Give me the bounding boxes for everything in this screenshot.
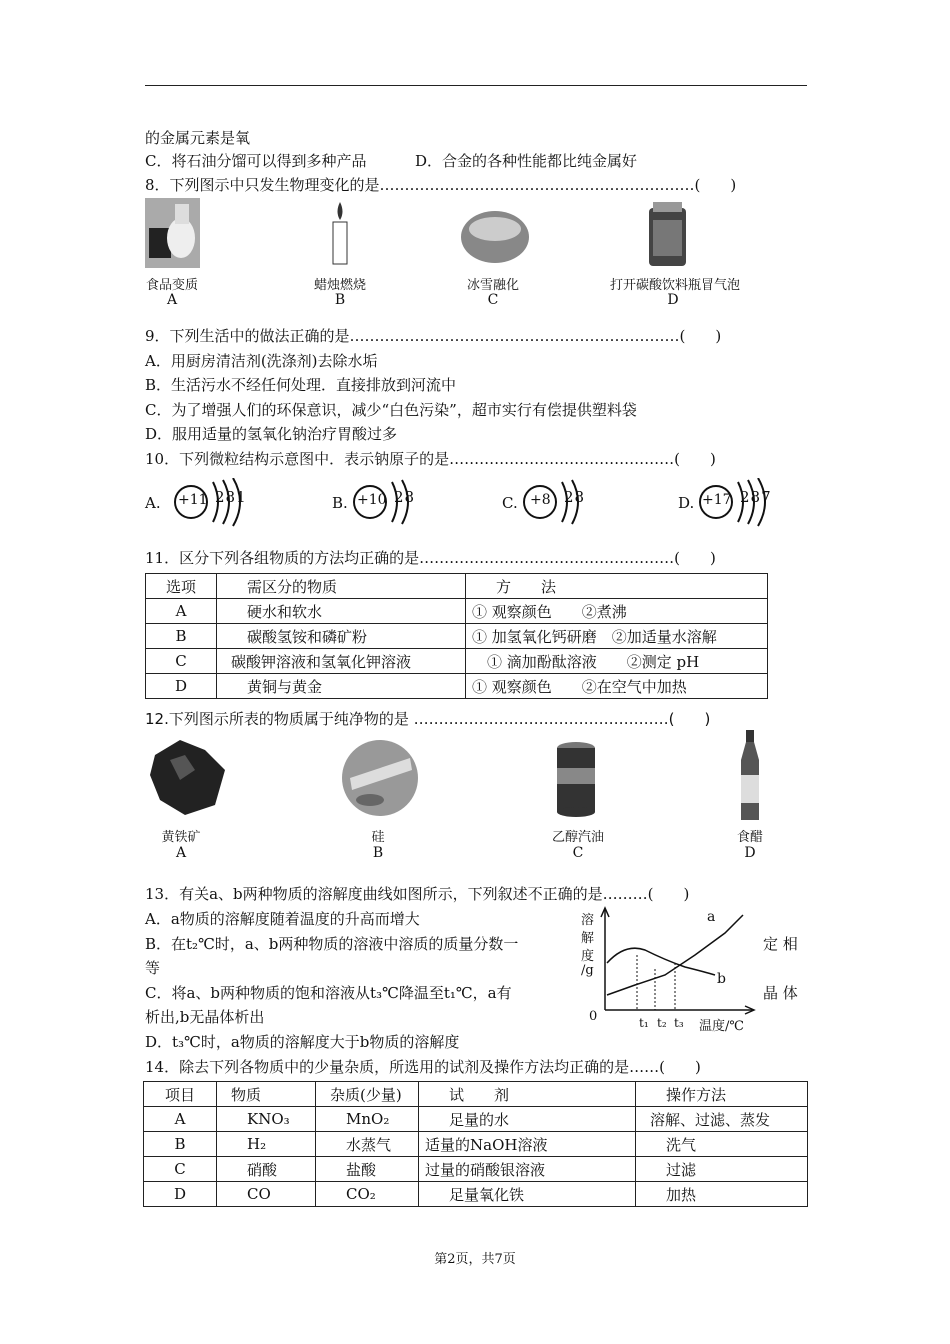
question-11: 11．区分下列各组物质的方法均正确的是……………………………………………( ) [145, 549, 716, 567]
table-row: A KNO₃ MnO₂ 足量的水 溶解、过滤、蒸发 [144, 1107, 808, 1132]
q8-caption-a: 食品变质 [145, 278, 198, 293]
q12-caption-b: 硅 [371, 830, 385, 845]
table-row: C 碳酸钾溶液和氢氧化钾溶液 ① 滴加酚酞溶液 ②测定 pH [146, 649, 768, 674]
q9-option-b: B．生活污水不经任何处理．直接排放到河流中 [145, 376, 457, 394]
q12-caption-d: 食醋 [736, 830, 763, 845]
tick-t1: t₁ [639, 1016, 649, 1030]
graph-xlabel: 温度/℃ [699, 1019, 744, 1034]
q8-caption-b: 蜡烛燃烧 [313, 278, 366, 293]
pyrite-image [145, 735, 230, 820]
atom-label-b: B. [332, 494, 348, 512]
ethanol-gasoline-image [555, 740, 597, 818]
atom-nucleus-d: +17 [702, 492, 732, 508]
q13-option-c-end: 析出,b无晶体析出 [145, 1008, 265, 1026]
q8-letter-b: B [334, 292, 346, 308]
question-12: 12.下列图示所表的物质属于纯净物的是 ……………………………………………( ) [145, 710, 711, 728]
graph-ylabel-1: 溶 [581, 913, 595, 928]
q14-table [143, 1081, 808, 1207]
melting-snow-image [460, 205, 530, 265]
solubility-graph [575, 905, 765, 1035]
q12-letter-b: B [372, 845, 384, 861]
food-spoilage-image [145, 198, 200, 268]
question-9: 9．下列生活中的做法正确的是…………………………………………………………( ) [145, 327, 722, 345]
q13-option-c-cont: 晶 体 [763, 984, 798, 1002]
q9-option-a: A．用厨房清洁剂(洗涤剂)去除水垢 [145, 352, 378, 370]
atom-shells-d: 287 [740, 488, 772, 506]
q8-letter-a: A [166, 292, 178, 308]
atom-nucleus-c: +8 [530, 492, 551, 508]
page-footer: 第2页，共7页 [434, 1252, 516, 1267]
atom-diagram-b [332, 478, 452, 528]
q8-caption-d: 打开碳酸饮料瓶冒气泡 [609, 278, 740, 293]
atom-diagram-a [145, 478, 265, 528]
tick-t3: t₃ [674, 1016, 684, 1030]
q12-letter-a: A [175, 845, 187, 861]
question-13: 13．有关a、b两种物质的溶解度曲线如图所示，下列叙述不正确的是………( ) [145, 885, 690, 903]
table-row: D 黄铜与黄金 ① 观察颜色 ②在空气中加热 [146, 674, 768, 699]
table-header-row: 选项 需区分的物质 方 法 [146, 574, 768, 599]
q13-option-a: A．a物质的溶解度随着温度的升高而增大 [145, 910, 420, 928]
header-rule [145, 85, 807, 86]
graph-ylabel-2: 解 [581, 931, 595, 946]
q9-option-c: C．为了增强人们的环保意识，减少“白色污染”，超市实行有偿提供塑料袋 [145, 401, 637, 419]
atom-diagram-d [678, 478, 798, 528]
atom-label-c: C. [502, 494, 518, 512]
text-line: 的金属元素是氧 [145, 129, 251, 147]
q13-option-b: B．在t₂℃时，a、b两种物质的溶液中溶质的质量分数一 [145, 935, 519, 953]
table-row: B H₂ 水蒸气 适量的NaOH溶液 洗气 [144, 1132, 808, 1157]
question-10: 10．下列微粒结构示意图中．表示钠原子的是………………………………………( ) [145, 450, 716, 468]
atom-label-a: A. [145, 494, 161, 512]
q13-option-d: D．t₃℃时，a物质的溶解度大于b物质的溶解度 [145, 1033, 460, 1051]
q12-letter-c: C [572, 845, 584, 861]
atom-nucleus-b: +10 [357, 492, 387, 508]
vinegar-bottle-image [735, 730, 765, 822]
q13-option-c: C．将a、b两种物质的饱和溶液从t₃℃降温至t₁℃，a有 [145, 984, 512, 1002]
silicon-image [340, 738, 420, 818]
q12-caption-a: 黄铁矿 [161, 830, 201, 845]
table-header-row: 项目 物质 杂质(少量) 试 剂 操作方法 [144, 1082, 808, 1107]
atom-shells-c: 28 [564, 488, 586, 506]
q9-option-d: D．服用适量的氢氧化钠治疗胃酸过多 [145, 425, 398, 443]
curve-a-label: a [707, 909, 716, 925]
q13-option-b-end: 等 [145, 959, 161, 977]
atom-label-d: D. [678, 494, 695, 512]
option-c: C．将石油分馏可以得到多种产品 [145, 152, 367, 170]
table-row: A 硬水和软水 ① 观察颜色 ②煮沸 [146, 599, 768, 624]
atom-shells-a: 281 [215, 488, 247, 506]
question-8: 8．下列图示中只发生物理变化的是………………………………………………………( ) [145, 176, 737, 194]
q12-letter-d: D [744, 845, 756, 861]
atom-diagram-c [502, 478, 622, 528]
atom-shells-b: 28 [394, 488, 416, 506]
graph-ylabel-4: /g [581, 963, 594, 978]
table-row: B 碳酸氢铵和磷矿粉 ① 加氢氧化钙研磨 ②加适量水溶解 [146, 624, 768, 649]
q8-letter-d: D [667, 292, 679, 308]
atom-nucleus-a: +11 [178, 492, 208, 508]
soda-bottle-image [645, 200, 690, 268]
graph-ylabel-3: 度 [581, 949, 595, 964]
tick-t2: t₂ [657, 1016, 667, 1030]
table-row: D CO CO₂ 足量氧化铁 加热 [144, 1182, 808, 1207]
q13-option-b-cont: 定 相 [763, 935, 798, 953]
graph-origin: 0 [589, 1009, 598, 1024]
q8-caption-c: 冰雪融化 [466, 278, 519, 293]
q12-caption-c: 乙醇汽油 [551, 830, 604, 845]
q8-letter-c: C [487, 292, 499, 308]
table-row: C 硝酸 盐酸 过量的硝酸银溶液 过滤 [144, 1157, 808, 1182]
q11-table [145, 573, 768, 699]
question-14: 14．除去下列各物质中的少量杂质，所选用的试剂及操作方法均正确的是……( ) [145, 1058, 701, 1076]
curve-b-label: b [717, 971, 726, 987]
candle-image [325, 198, 355, 268]
option-d: D．合金的各种性能都比纯金属好 [415, 152, 638, 170]
